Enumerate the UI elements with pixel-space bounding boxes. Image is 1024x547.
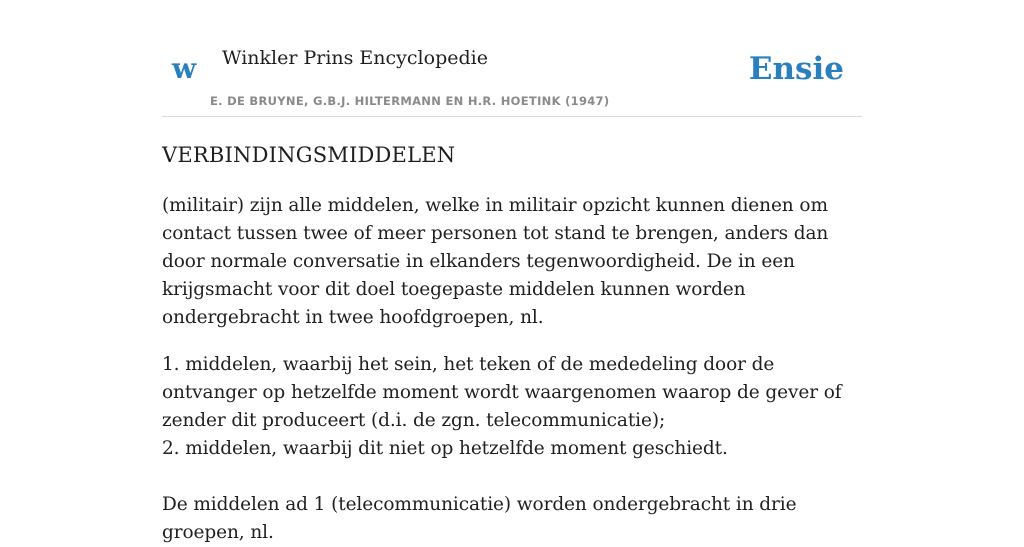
- article-list-item-2: 2. middelen, waarbij dit niet op hetzelfde moment geschiedt.: [162, 438, 728, 459]
- article-list-item-1: 1. middelen, waarbij het sein, het teken of de mededeling door de ontvanger op hetzelfde moment wordt waargenomen waarop de gever of zender dit produceert (d.i. de zgn. telecommunicatie);: [162, 354, 842, 431]
- article-body: [162, 138, 862, 547]
- ensie-logo[interactable]: Ensie: [748, 51, 844, 87]
- article-headword: VERBINDINGSMIDDELEN: [162, 143, 456, 167]
- winkler-prins-logo[interactable]: w: [172, 52, 197, 85]
- source-byline: E. DE BRUYNE, G.B.J. HILTERMANN EN H.R. HOETINK (1947): [210, 94, 610, 108]
- source-title[interactable]: Winkler Prins Encyclopedie: [222, 47, 488, 69]
- site-header: [162, 0, 862, 117]
- article-paragraph: De middelen ad 1 (telecommunicatie) worden ondergebracht in drie groepen, nl.: [162, 494, 797, 543]
- article-paragraph: (militair) zijn alle middelen, welke in militair opzicht kunnen dienen om contact tussen twee of meer personen tot stand te brengen, anders dan door normale conversatie in elkanders tegenwoordigheid. De in een krijgsmacht voor dit doel toegepaste middelen kunnen worden ondergebracht in twee hoofdgroepen, nl.: [162, 195, 829, 328]
